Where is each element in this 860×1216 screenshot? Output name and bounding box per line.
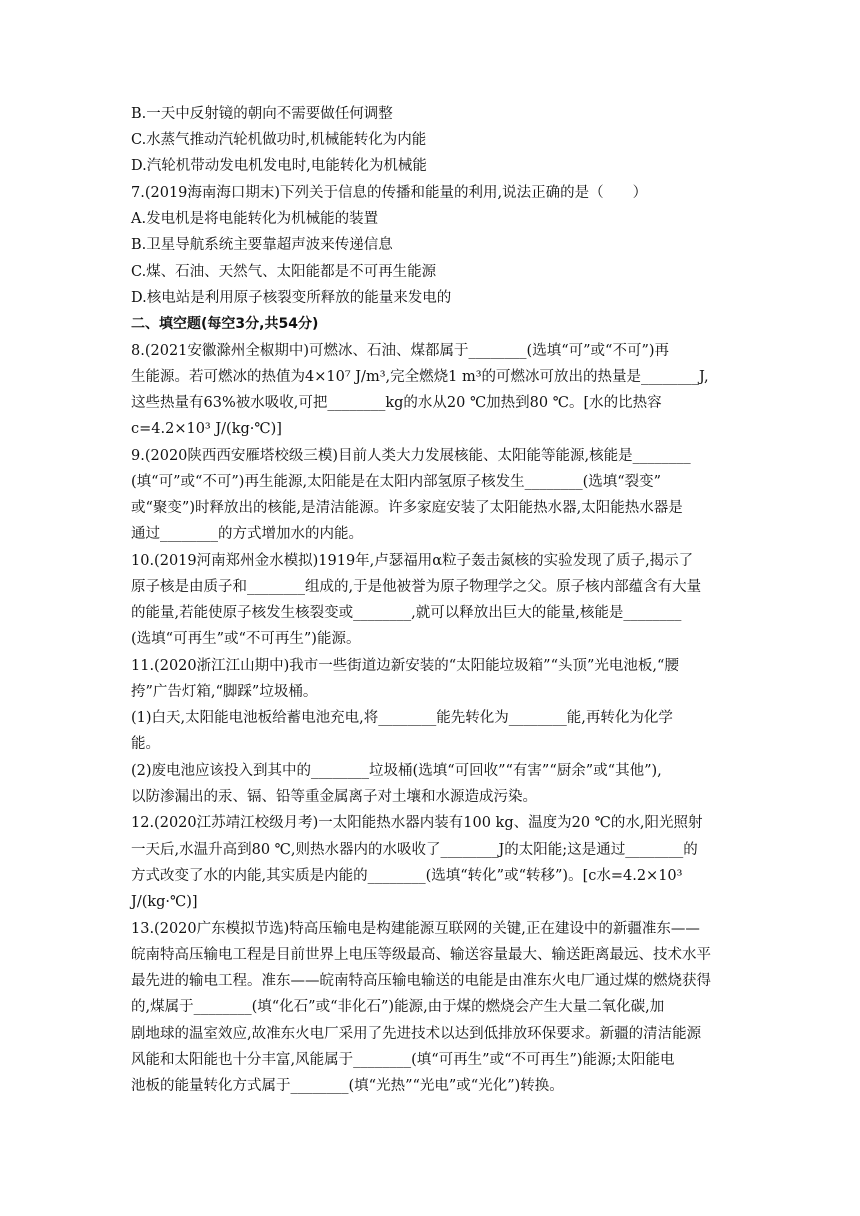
question-12-line-1: 12.(2020江苏靖江校级月考)一太阳能热水器内装有100 kg、温度为20 ℃的水,阳光照射 (131, 815, 703, 831)
question-11-part-2-line-1: (2)废电池应该投入到其中的________垃圾桶(选填“可回收”“有害”“厨余”或“其他”), (131, 763, 662, 779)
question-8-line-1: 8.(2021安徽滁州全椒期中)可燃冰、石油、煤都属于________(选填“可”或“不可”)再 (131, 343, 670, 359)
question-13-line-7: 池板的能量转化方式属于________(填“光热”“光电”或“光化”)转换。 (131, 1078, 564, 1094)
question-11-line-2: 挎”广告灯箱,“脚踩”垃圾桶。 (131, 684, 318, 700)
option-7d: D.核电站是利用原子核裂变所释放的能量来发电的 (131, 290, 452, 306)
option-6c: C.水蒸气推动汽轮机做功时,机械能转化为内能 (131, 132, 427, 148)
question-9-line-2: (填“可”或“不可”)再生能源,太阳能是在太阳内部氢原子核发生________(选填“裂变” (131, 474, 662, 490)
question-10-line-1: 10.(2019河南郑州金水模拟)1919年,卢瑟福用α粒子轰击氮核的实验发现了质子,揭示了 (131, 553, 694, 569)
question-13-line-2: 皖南特高压输电工程是目前世界上电压等级最高、输送容量最大、输送距离最远、技术水平 (131, 947, 711, 963)
question-12-line-2: 一天后,水温升高到80 ℃,则热水器内的水吸收了________J的太阳能;这是通过________的 (131, 842, 698, 858)
option-7a: A.发电机是将电能转化为机械能的装置 (131, 211, 379, 227)
question-13-line-5: 剧地球的温室效应,故准东火电厂采用了先进技术以达到低排放环保要求。新疆的清洁能源 (131, 1026, 702, 1042)
question-8-line-2: 生能源。若可燃冰的热值为4×10⁷ J/m³,完全燃烧1 m³的可燃冰可放出的热量是________J, (131, 369, 709, 385)
question-9-line-3: 或“聚变”)时释放出的核能,是清洁能源。许多家庭安装了太阳能热水器,太阳能热水器是 (131, 500, 683, 516)
section-heading: 二、填空题(每空3分,共54分) (131, 316, 319, 332)
option-7c: C.煤、石油、天然气、太阳能都是不可再生能源 (131, 264, 437, 280)
question-8-line-3: 这些热量有63%被水吸收,可把________kg的水从20 ℃加热到80 ℃。[水的比热容 (131, 395, 662, 411)
question-11-line-1: 11.(2020浙江江山期中)我市一些街道边新安装的“太阳能垃圾箱”“头顶”光电池板,“腰 (131, 658, 679, 674)
question-8-line-4: c=4.2×10³ J/(kg·℃)] (131, 421, 282, 437)
question-10-line-4: (选填“可再生”或“不可再生”)能源。 (131, 631, 361, 647)
question-12-line-4: J/(kg·℃)] (131, 894, 198, 910)
question-12-line-3: 方式改变了水的内能,其实质是内能的________(选填“转化”或“转移”)。[c水=4.2×10³ (131, 868, 683, 884)
question-13-line-3: 最先进的输电工程。准东——皖南特高压输电输送的电能是由准东火电厂通过煤的燃烧获得 (131, 973, 711, 989)
option-7b: B.卫星导航系统主要靠超声波来传递信息 (131, 237, 393, 253)
question-13-line-6: 风能和太阳能也十分丰富,风能属于________(填“可再生”或“不可再生”)能源;太阳能电 (131, 1052, 675, 1068)
option-6b: B.一天中反射镜的朝向不需要做任何调整 (131, 106, 393, 122)
question-11-part-2-line-2: 以防渗漏出的汞、镉、铅等重金属离子对土壤和水源造成污染。 (131, 789, 537, 805)
option-6d: D.汽轮机带动发电机发电时,电能转化为机械能 (131, 158, 427, 174)
question-9-line-1: 9.(2020陕西西安雁塔校级三模)目前人类大力发展核能、太阳能等能源,核能是________ (131, 448, 691, 464)
question-13-line-1: 13.(2020广东模拟节选)特高压输电是构建能源互联网的关键,正在建设中的新疆准东—— (131, 921, 700, 937)
question-7: 7.(2019海南海口期末)下列关于信息的传播和能量的利用,说法正确的是（ ） (131, 185, 648, 201)
question-9-line-4: 通过________的方式增加水的内能。 (131, 526, 363, 542)
question-13-line-4: 的,煤属于________(填“化石”或“非化石”)能源,由于煤的燃烧会产生大量二氧化碳,加 (131, 999, 665, 1015)
question-11-part-1-line-2: 能。 (131, 736, 160, 752)
question-10-line-3: 的能量,若能使原子核发生核裂变或________,就可以释放出巨大的能量,核能是________ (131, 605, 682, 621)
question-11-part-1-line-1: (1)白天,太阳能电池板给蓄电池充电,将________能先转化为________能,再转化为化学 (131, 710, 673, 726)
question-10-line-2: 原子核是由质子和________组成的,于是他被誉为原子物理学之父。原子核内部蕴含有大量 (131, 579, 702, 595)
